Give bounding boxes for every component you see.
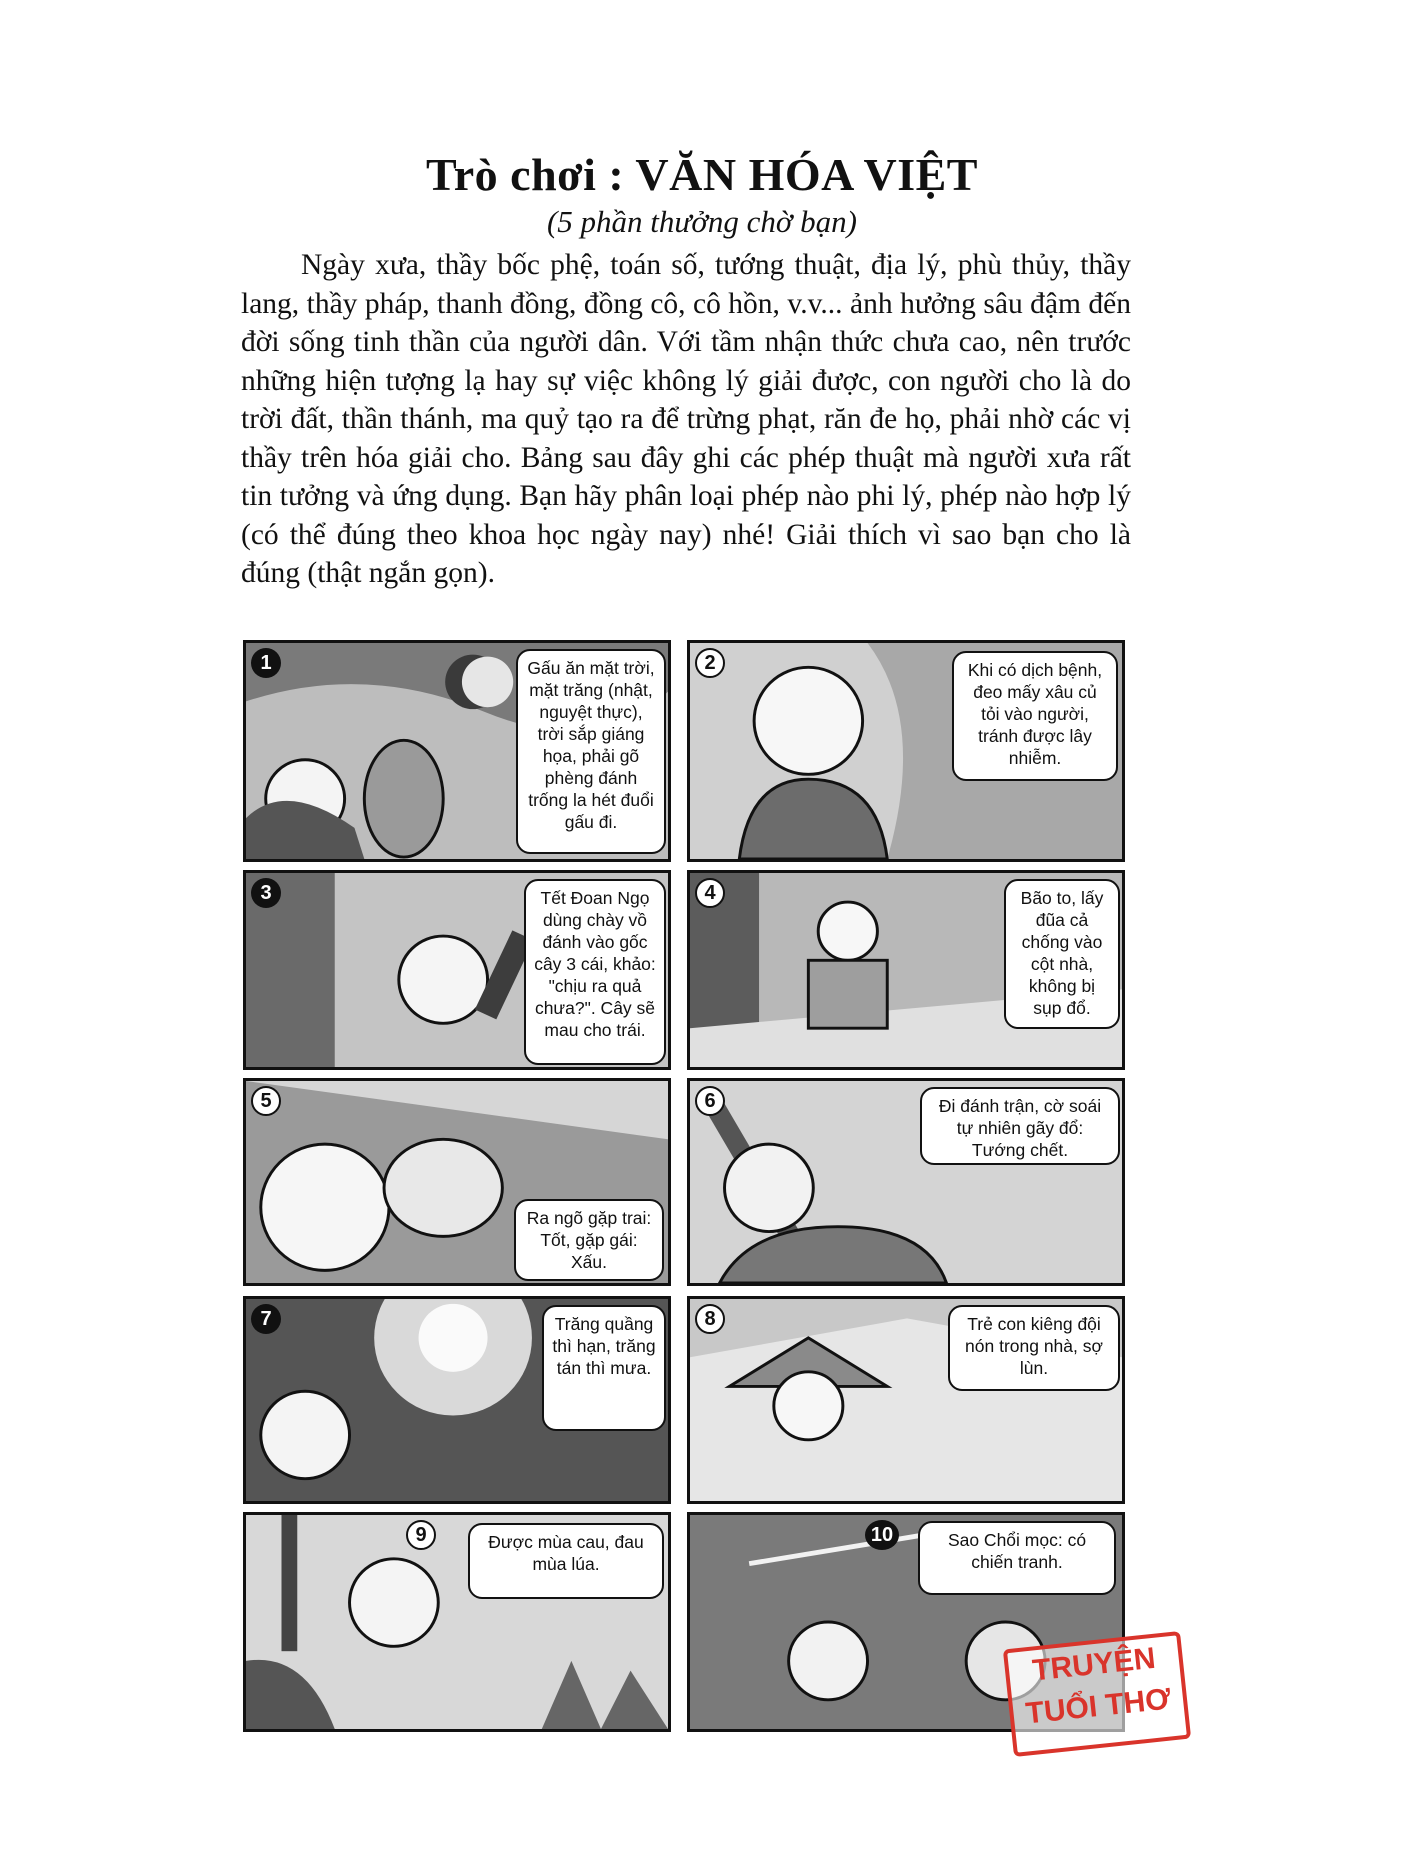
speech-bubble-4: Bão to, lấy đũa cả chống vào cột nhà, không bị sụp đổ. [1004,879,1120,1029]
comic-panel-7 [243,1296,671,1504]
panel-number-2: 2 [695,648,725,678]
panel-number-4: 4 [695,878,725,908]
speech-bubble-7: Trăng quầng thì hạn, trăng tán thì mưa. [542,1305,666,1431]
panel-number-5: 5 [251,1086,281,1116]
speech-bubble-1: Gấu ăn mặt trời, mặt trăng (nhật, nguyệt thực), trời sắp giáng họa, phải gõ phèng đánh trống la hét đuổi gấu đi. [516,649,666,854]
comic-panel-9 [243,1512,671,1732]
speech-bubble-10: Sao Chổi mọc: có chiến tranh. [918,1521,1116,1595]
speech-bubble-5: Ra ngõ gặp trai: Tốt, gặp gái: Xấu. [514,1199,664,1281]
panel-number-1: 1 [251,648,281,678]
panel-number-6: 6 [695,1086,725,1116]
speech-bubble-9: Được mùa cau, đau mùa lúa. [468,1523,664,1599]
watermark-logo: TRUYỆN TUỔI THƠ [1003,1631,1191,1757]
speech-bubble-6: Đi đánh trận, cờ soái tự nhiên gãy đổ: Tướng chết. [920,1087,1120,1165]
comic-panel-8 [687,1296,1125,1504]
speech-bubble-2: Khi có dịch bệnh, đeo mấy xâu củ tỏi vào người, tránh được lây nhiễm. [952,651,1118,781]
comic-panel-6 [687,1078,1125,1286]
panel-number-3: 3 [251,878,281,908]
panel-number-8: 8 [695,1304,725,1334]
panel-number-9: 9 [406,1520,436,1550]
comic-panel-3 [243,870,671,1070]
panel-number-7: 7 [251,1304,281,1334]
speech-bubble-8: Trẻ con kiêng đội nón trong nhà, sợ lùn. [948,1305,1120,1391]
comic-panel-4 [687,870,1125,1070]
panel-number-10: 10 [865,1520,899,1550]
comic-panel-2 [687,640,1125,862]
speech-bubble-3: Tết Đoan Ngọ dùng chày vồ đánh vào gốc cây 3 cái, khảo: "chịu ra quả chưa?". Cây sẽ mau cho trái. [524,879,666,1065]
page-title: Trò chơi : VĂN HÓA VIỆT [426,149,978,200]
page-subtitle: (5 phần thưởng chờ bạn) [546,204,857,239]
intro-paragraph: Ngày xưa, thầy bốc phệ, toán số, tướng thuật, địa lý, phù thủy, thầy lang, thầy pháp, thanh đồng, đồng cô, cô hồn, v.v... ảnh hưởng sâu đậm đến đời sống tinh thần của người dân. Với tầm nhận thức chưa cao, nên trước những hiện tượng lạ hay sự việc không lý giải được, con người cho là do trời đất, thần thánh, ma quỷ tạo ra để trừng phạt, răn đe họ, phải nhờ các vị thầy trên hóa giải cho. Bảng sau đây ghi các phép thuật mà người xưa rất tin tưởng và ứng dụng. Bạn hãy phân loại phép nào phi lý, phép nào hợp lý (có thể đúng theo khoa học ngày nay) nhé! Giải thích vì sao bạn cho là đúng (thật ngắn gọn). [241,249,1131,589]
comic-panel-1 [243,640,671,862]
comic-panel-5 [243,1078,671,1286]
